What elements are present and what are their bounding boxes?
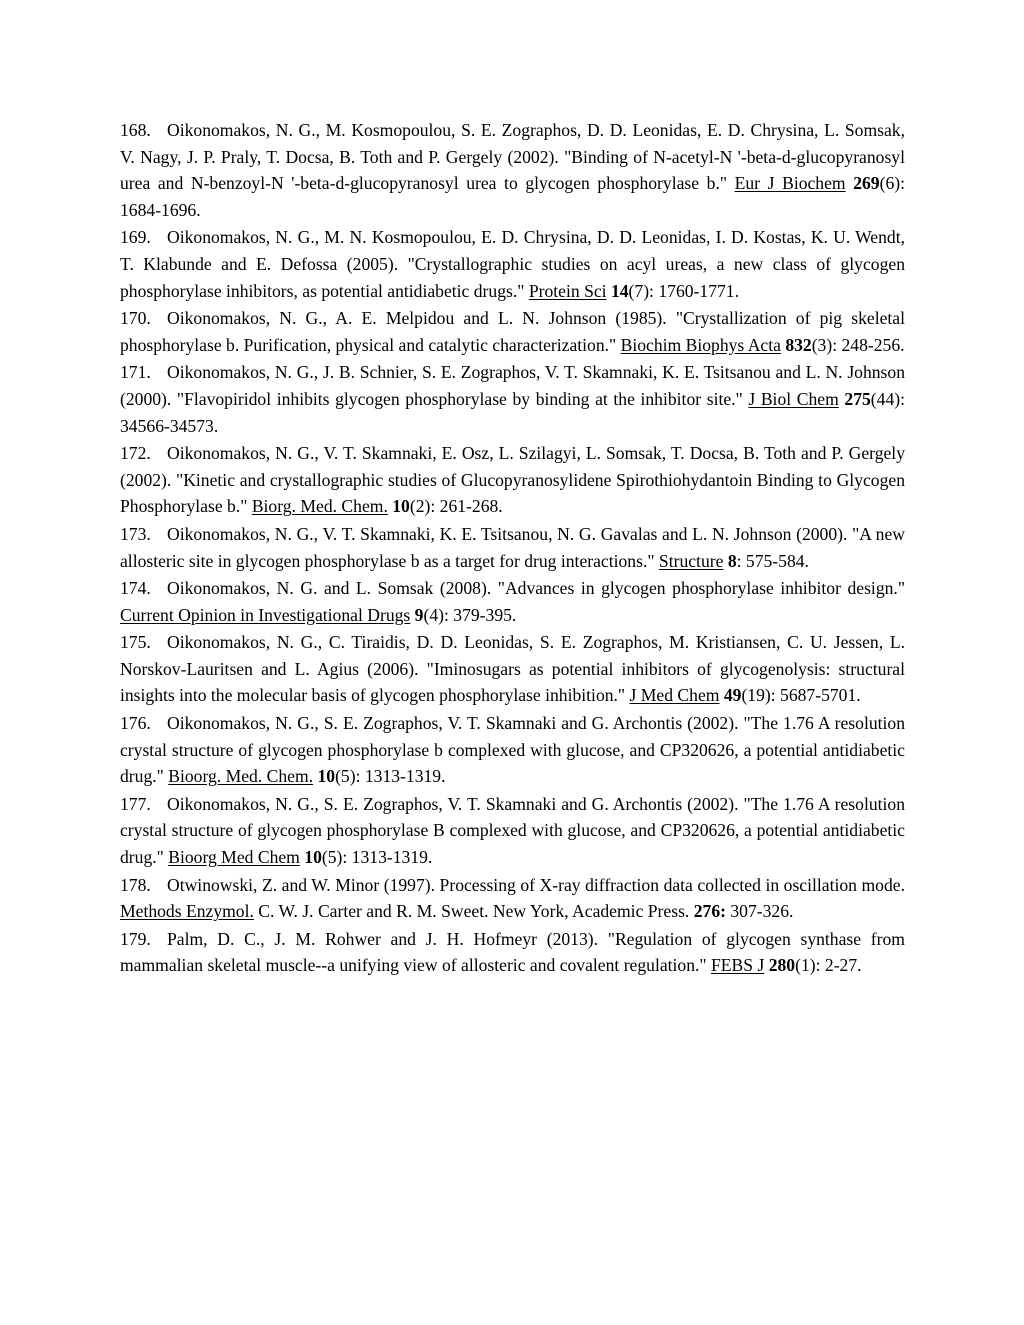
reference-item-170 [120,305,905,358]
reference-list [120,117,905,979]
pages: (44): 34566-34573. [120,388,905,436]
journal-link[interactable]: Current Opinion in Investigational Drugs [120,604,411,625]
reference-item-178 [120,872,905,925]
volume: 280 [768,955,796,976]
journal-link[interactable]: Methods Enzymol. [120,901,254,922]
reference-number: 176. [120,713,151,734]
journal-link[interactable]: Structure [658,550,724,571]
reference-number: 173. [120,523,151,544]
journal-link[interactable]: J Biol Chem [748,388,839,409]
volume: 275 [844,388,871,409]
journal-link[interactable]: Bioorg. Med. Chem. [168,766,314,787]
volume: 10 [317,766,336,787]
journal-link[interactable]: J Med Chem [629,685,720,706]
reference-item-173 [120,521,905,574]
pages: (4): 379-395. [423,604,517,625]
reference-number: 178. [120,874,151,895]
reference-text: Oikonomakos, N. G., S. E. Zographos, V. T. Skamnaki and G. Archontis (2002). "The 1.76 A resolution crystal structure of glycogen phosphorylase B complexed with glucose, and CP320626, a potential antidiabetic drug." [120,793,905,868]
reference-number: 179. [120,928,151,949]
pages: (2): 261-268. [409,496,503,517]
pages: (3): 248-256. [811,334,905,355]
journal-link[interactable]: Biorg. Med. Chem. [251,496,388,517]
volume: 10 [392,496,410,517]
journal-link[interactable]: Protein Sci [528,280,607,301]
volume: 9 [414,604,424,625]
reference-text: Oikonomakos, N. G., C. Tiraidis, D. D. Leonidas, S. E. Zographos, M. Kristiansen, C. U. Jessen, L. Norskov-Lauritsen and L. Agius (2006). "Iminosugars as potential inhibitors of glycogenolysis: structural insights into the molecular basis of glycogen phosphorylase inhibition." [120,632,905,706]
reference-number: 175. [120,632,151,653]
volume: 10 [304,847,322,868]
reference-text: Oikonomakos, N. G. and L. Somsak (2008). "Advances in glycogen phosphorylase inhibitor design." [167,578,905,599]
pages: (5): 1313-1319. [321,847,433,868]
reference-item-172 [120,440,905,520]
reference-number: 169. [120,227,151,248]
reference-number: 170. [120,308,151,329]
volume: 269 [853,173,880,194]
pages: 307-326. [725,901,794,922]
volume: 14 [610,280,629,301]
reference-text: Oikonomakos, N. G., J. B. Schnier, S. E. Zographos, V. T. Skamnaki, K. E. Tsitsanou and L. N. Johnson (2000). "Flavopiridol inhibits glycogen phosphorylase by binding at the inhibitor site." [120,362,905,409]
journal-link[interactable]: Biochim Biophys Acta [620,334,781,355]
reference-item-175 [120,629,905,709]
reference-text: Oikonomakos, N. G., V. T. Skamnaki, K. E. Tsitsanou, N. G. Gavalas and L. N. Johnson (2000). "A new allosteric site in glycogen phosphorylase b as a target for drug interactions." [120,523,905,571]
volume: 8 [727,550,737,571]
journal-link[interactable]: Bioorg Med Chem [168,847,300,868]
journal-link[interactable]: FEBS J [711,955,765,976]
reference-item-171 [120,359,905,439]
reference-text: Oikonomakos, N. G., A. E. Melpidou and L. N. Johnson (1985). "Crystallization of pig skeletal phosphorylase b. Purification, physical and catalytic characterization." [120,308,905,355]
reference-number: 177. [120,793,151,814]
volume: 832 [785,334,812,355]
reference-number: 174. [120,578,151,599]
reference-text: Otwinowski, Z. and W. Minor (1997). Processing of X-ray diffraction data collected in oscillation mode. [167,874,905,895]
pages: (7): 1760-1771. [628,280,739,301]
pages: : 575-584. [736,550,809,571]
reference-text: Oikonomakos, N. G., V. T. Skamnaki, E. Osz, L. Szilagyi, L. Somsak, T. Docsa, B. Toth and P. Gergely (2002). "Kinetic and crystallographic studies of Glucopyranosylidene Spirothiohydantoin Binding to Glycogen Phosphorylase b." [120,443,905,517]
pages: (5): 1313-1319. [335,766,446,787]
reference-text: Oikonomakos, N. G., S. E. Zographos, V. T. Skamnaki and G. Archontis (2002). "The 1.76 A resolution crystal structure of glycogen phosphorylase b complexed with glucose, and CP320626, a potential antidiabetic drug." [120,713,905,787]
reference-item-168 [120,117,905,223]
volume: 276: [693,901,726,922]
reference-text: Oikonomakos, N. G., M. Kosmopoulou, S. E. Zographos, D. D. Leonidas, E. D. Chrysina, L. Somsak, V. Nagy, J. P. Praly, T. Docsa, B. Toth and P. Gergely (2002). "Binding of N-acetyl-N '-beta-d-glucopyranosyl urea and N-benzoyl-N '-beta-d-glucopyranosyl urea to glycogen phosphorylase b." [120,120,905,194]
pages: (19): 5687-5701. [741,685,861,706]
reference-mid: C. W. J. Carter and R. M. Sweet. New York, Academic Press. [253,901,694,922]
reference-number: 168. [120,120,151,140]
reference-text: Oikonomakos, N. G., M. N. Kosmopoulou, E. D. Chrysina, D. D. Leonidas, I. D. Kostas, K. U. Wendt, T. Klabunde and E. Defossa (2005). "Crystallographic studies on acyl ureas, a new class of glycogen phosphorylase inhibitors, as potential antidiabetic drugs." [120,227,905,301]
pages: (6): 1684-1696. [120,173,905,220]
reference-item-174 [120,575,905,628]
reference-item-177 [120,791,905,871]
journal-link[interactable]: Eur J Biochem [734,173,846,194]
reference-item-169 [120,224,905,304]
reference-item-179 [120,926,905,979]
reference-number: 171. [120,362,151,383]
volume: 49 [723,685,742,706]
reference-text: Palm, D. C., J. M. Rohwer and J. H. Hofmeyr (2013). "Regulation of glycogen synthase from mammalian skeletal muscle--a unifying view of allosteric and covalent regulation." [120,928,905,976]
reference-item-176 [120,710,905,790]
reference-number: 172. [120,443,151,464]
pages: (1): 2-27. [795,955,862,976]
